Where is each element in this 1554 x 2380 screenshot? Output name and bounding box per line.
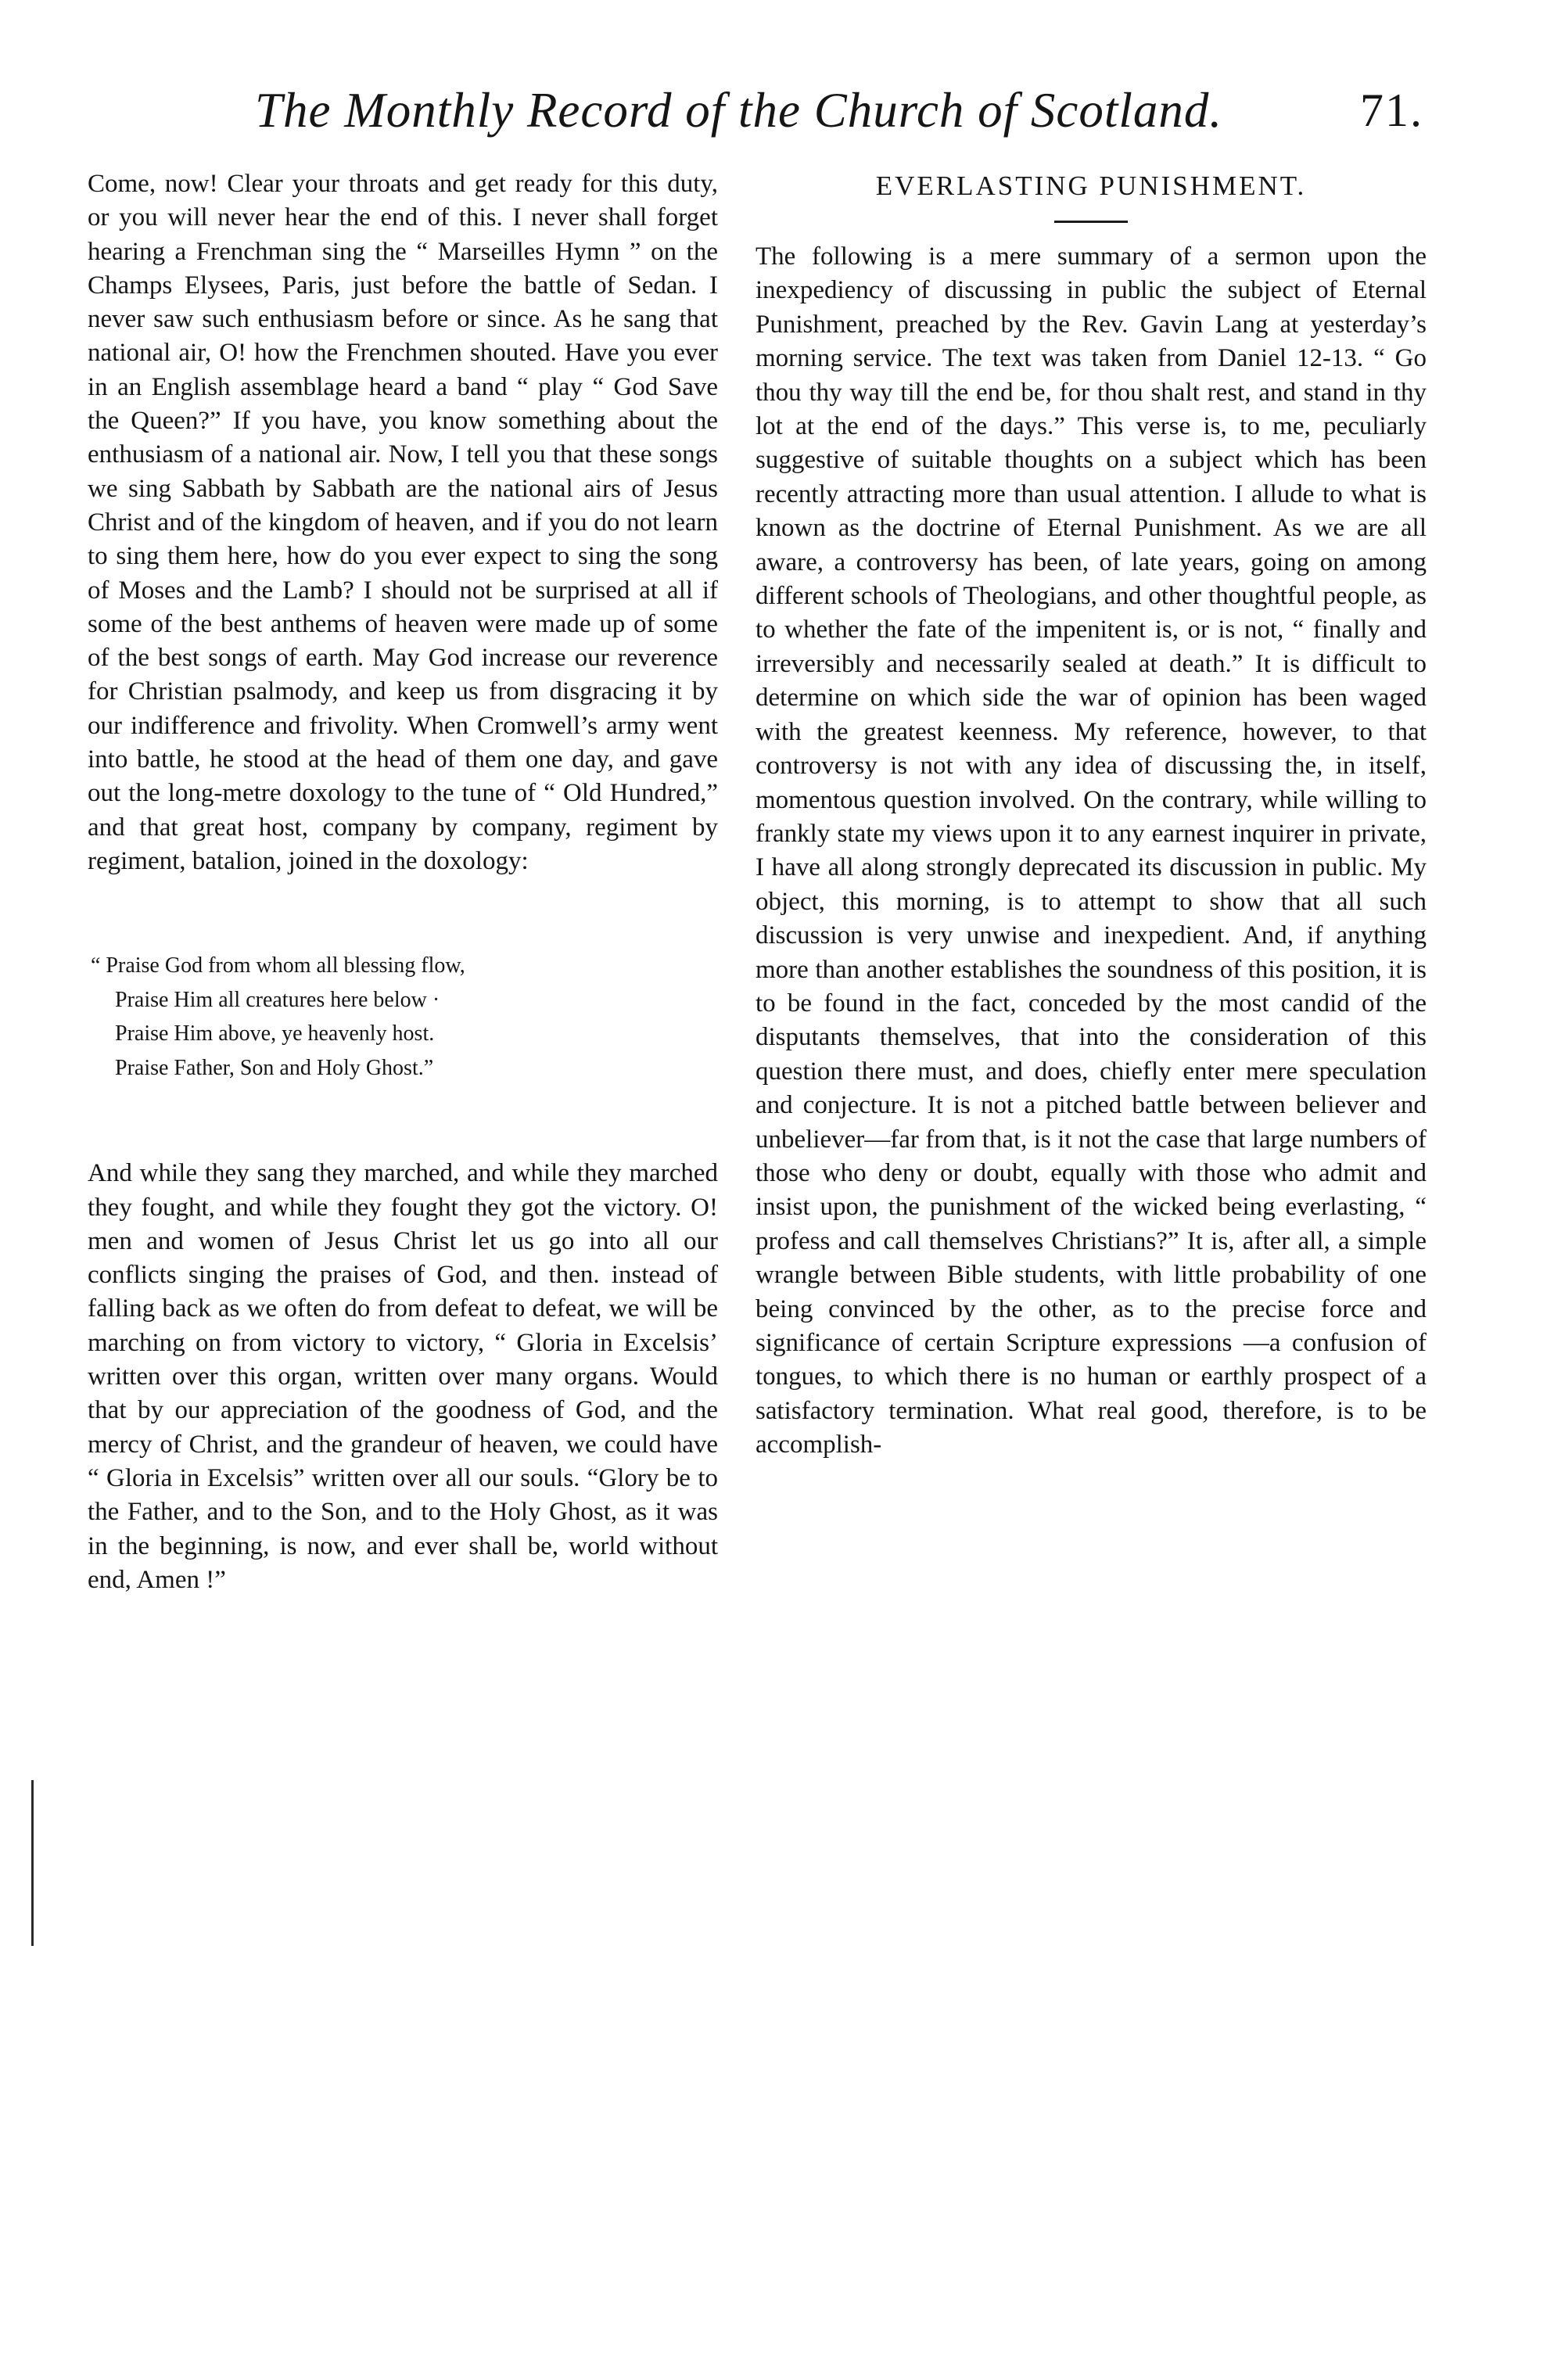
doxology-line-2: Praise Him all creatures here below · [115,987,440,1012]
left-column [88,167,718,1597]
article-title: EVERLASTING PUNISHMENT. [875,171,1307,201]
doxology-line-4: Praise Father, Son and Holy Ghost.” [115,1055,434,1080]
page-number: 71. [1360,84,1423,136]
right-paragraph-1: The following is a mere summary of a sermon upon the inexpediency of discussing in public the subject of Eternal Punishment, preached by the Rev. Gavin Lang at yesterday’s morning service. The text was taken from Daniel 12-13. “ Go thou thy way till the end be, for thou shalt rest, and stand in thy lot at the end of the days.” This verse is, to me, peculiarly suggestive of suitable thoughts on a subject which has been recently attracting more than usual attention. I allude to what is known as the doctrine of Eternal Punishment. As we are all aware, a controversy has been, of late years, going on among different schools of Theologians, and other thoughtful people, as to whether the fate of the impenitent is, or is not, “ finally and irreversibly and necessarily sealed at death.” It is difficult to determine on which side the war of opinion has been waged with the greatest keenness. My reference, however, to that controversy is not with any idea of discussing the, in itself, momentous question involved. On the contrary, while willing to frankly state my views upon it to any earnest inquirer in private, I have all along strongly deprecated its discussion in public. My object, this morning, is to attempt to show that all such discussion is very unwise and inexpedient. And, if anything more than another establishes the soundness of this position, it is to be found in the fact, conceded by the most candid of the disputants themselves, that into the consideration of this question there must, and does, chiefly enter mere speculation and conjecture. It is not a pitched battle between believer and unbeliever—far from that, is it not the case that large numbers of those who deny or doubt, equally with those who admit and insist upon, the punishment of the wicked being everlasting, “ profess and call themselves Christians?” It is, after all, a simple wrangle between Bible students, with little probability of one being convinced by the other, as to the precise force and significance of certain Scripture expressions —a confusion of tongues, to which there is no human or earthly prospect of a satisfactory termination. What real good, therefore, is to be accomplish- [755,242,1427,1459]
doxology-line-1: “ Praise God from whom all blessing flow, [91,953,465,978]
left-paragraph-2: And while they sang they marched, and while they marched they fought, and while they fought they got the victory. O! men and women of Jesus Christ let us go into all our conflicts singing the praises of God, and then. instead of falling back as we often do from defeat to defeat, we will be marching on from victory to victory, “ Gloria in Excelsis’ written over this organ, written over many organs. Would that by our appreciation of the goodness of God, and the mercy of Christ, and the grandeur of heaven, we could have “ Gloria in Excelsis” written over all our souls. “Glory be to the Father, and to the Son, and to the Holy Ghost, as it was in the beginning, is now, and ever shall be, world without end, Amen !” [88,1159,718,1594]
running-header [255,75,1423,145]
left-paragraph-1: Come, now! Clear your throats and get ready for this duty, or you will never hear the end of this. I never shall forget hearing a Frenchman sing the “ Marseilles Hymn ” on the Champs Elysees, Paris, just before the battle of Sedan. I never saw such enthusiasm before or since. As he sang that national air, O! how the Frenchmen shouted. Have you ever in an English assemblage heard a band “ play “ God Save the Queen?” If you have, you know something about the enthusiasm of a national air. Now, I tell you that these songs we sing Sabbath by Sabbath are the national airs of Jesus Christ and of the kingdom of heaven, and if you do not learn to sing them here, how do you ever expect to sing the song of Moses and the Lamb? I should not be surprised at all if some of the best anthems of heaven were made up of some of the best songs of earth. May God increase our reverence for Christian psalmody, and keep us from disgracing it by our indifference and frivolity. When Cromwell’s army went into battle, he stood at the head of them one day, and gave out the long-metre doxology to the tune of “ Old Hundred,” and that great host, company by company, regiment by regiment, batalion, joined in the doxology: [88,170,718,875]
margin-rule [31,1780,34,1946]
doxology-line-3: Praise Him above, ye heavenly host. [115,1021,435,1046]
doxology-quote [88,949,718,1085]
title-rule [1054,221,1128,223]
running-title: The Monthly Record of the Church of Scotland. [255,83,1223,138]
right-column [755,167,1427,1463]
